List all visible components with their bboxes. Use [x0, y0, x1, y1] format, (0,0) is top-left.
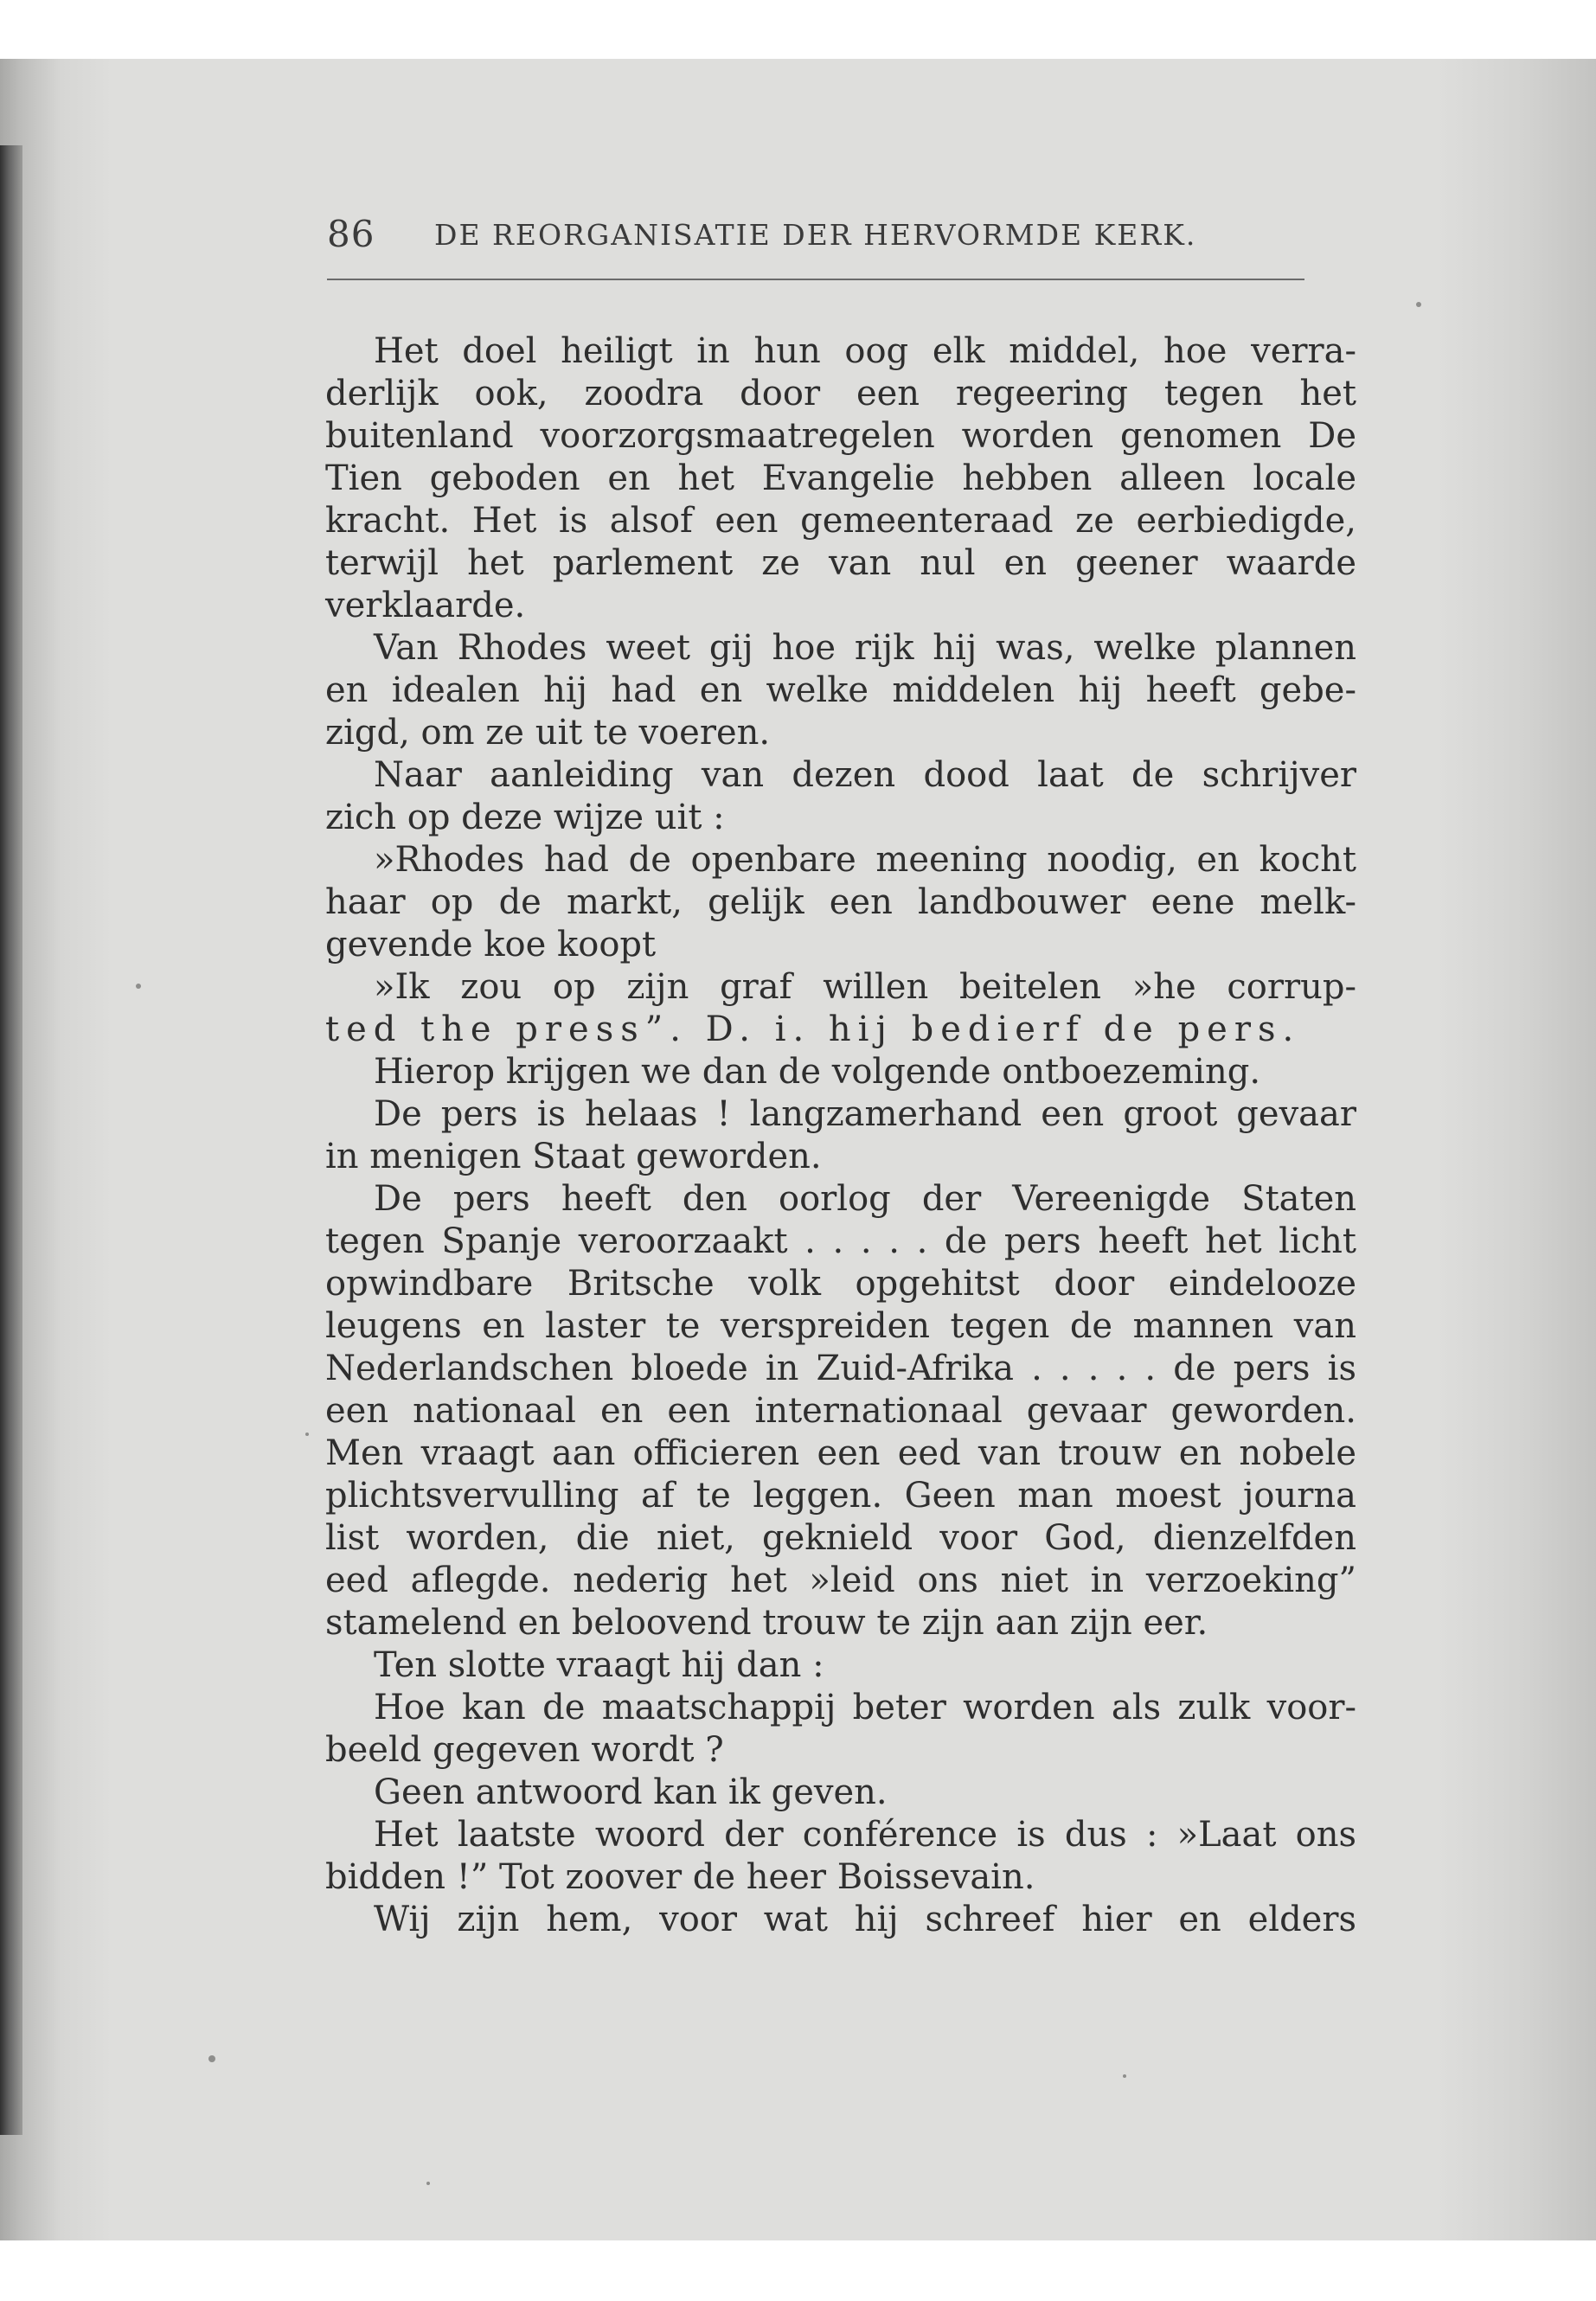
- text-line: derlijk ook, zoodra door een regeering tegen het: [325, 374, 1356, 413]
- body-text: [325, 330, 1356, 1941]
- text-line: verklaarde.: [325, 586, 526, 625]
- text-line: De pers heeft den oorlog der Vereenigde Staten: [374, 1179, 1356, 1219]
- text-line: in menigen Staat geworden.: [325, 1137, 822, 1176]
- text-line: bidden !” Tot zoover de heer Boissevain.: [325, 1857, 1035, 1897]
- text-line: Ten slotte vraagt hij dan :: [374, 1645, 824, 1685]
- page-number: 86: [327, 213, 375, 255]
- text-line: leugens en laster te verspreiden tegen de mannen van: [325, 1306, 1356, 1346]
- text-line: Wij zijn hem, voor wat hij schreef hier en elders: [374, 1900, 1356, 1939]
- text-line: Nederlandschen bloede in Zuid-Afrika . . . . . de pers is: [325, 1349, 1356, 1388]
- text-line: Tien geboden en het Evangelie hebben alleen locale: [325, 458, 1356, 498]
- text-line: stamelend en beloovend trouw te zijn aan zijn eer.: [325, 1603, 1208, 1643]
- text-line: tegen Spanje veroorzaakt . . . . . de pers heeft het licht: [325, 1221, 1356, 1261]
- text-line: Naar aanleiding van dezen dood laat de schrijver: [374, 755, 1356, 795]
- text-line: Hierop krijgen we dan de volgende ontboezeming.: [374, 1052, 1261, 1092]
- text-line: kracht. Het is alsof een gemeenteraad ze eerbiedigde,: [325, 501, 1356, 541]
- text-line: De pers is helaas ! langzamerhand een groot gevaar: [374, 1094, 1356, 1134]
- text-line: Het doel heiligt in hun oog elk middel, hoe verra-: [374, 331, 1356, 371]
- page-header: [327, 213, 1304, 265]
- text-line: plichtsvervulling af te leggen. Geen man moest journa: [325, 1476, 1356, 1516]
- header-rule: [327, 279, 1304, 280]
- text-line: list worden, die niet, geknield voor God, dienzelfden: [325, 1518, 1356, 1558]
- text-line: Het laatste woord der conférence is dus : »Laat ons: [374, 1815, 1356, 1855]
- text-line: buitenland voorzorgsmaatregelen worden genomen De: [325, 416, 1356, 456]
- text-line: eed aflegde. nederig het »leid ons niet in verzoeking”: [325, 1561, 1356, 1600]
- binding-edge: [0, 145, 22, 2135]
- text-line: ted the press”. D. i. hij bedierf de pers.: [325, 1009, 1301, 1049]
- text-line: zigd, om ze uit te voeren.: [325, 713, 771, 753]
- running-head: DE REORGANISATIE DER HERVORMDE KERK.: [434, 218, 1197, 252]
- text-line: »Rhodes had de openbare meening noodig, en kocht: [374, 840, 1356, 880]
- text-line: Men vraagt aan officieren een eed van trouw en nobele: [325, 1433, 1356, 1473]
- text-line: beeld gegeven wordt ?: [325, 1730, 724, 1770]
- text-line: Geen antwoord kan ik geven.: [374, 1772, 888, 1812]
- text-line: Hoe kan de maatschappij beter worden als zulk voor-: [374, 1688, 1356, 1727]
- text-line: een nationaal en een internationaal gevaar geworden.: [325, 1391, 1356, 1431]
- text-line: Van Rhodes weet gij hoe rijk hij was, welke plannen: [374, 628, 1356, 668]
- text-line: haar op de markt, gelijk een landbouwer eene melk-: [325, 882, 1356, 922]
- text-line: en idealen hij had en welke middelen hij heeft gebe-: [325, 670, 1356, 710]
- text-line: »Ik zou op zijn graf willen beitelen »he corrup-: [374, 967, 1356, 1007]
- text-line: terwijl het parlement ze van nul en geener waarde: [325, 543, 1356, 583]
- text-line: zich op deze wijze uit :: [325, 798, 725, 837]
- text-line: opwindbare Britsche volk opgehitst door eindelooze: [325, 1264, 1356, 1304]
- text-line: gevende koe koopt: [325, 925, 657, 965]
